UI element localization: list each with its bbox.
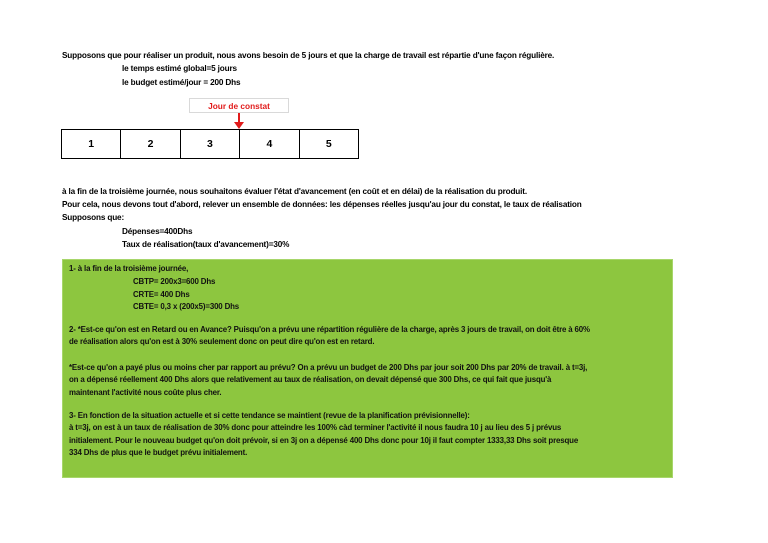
middle-line-5: Taux de réalisation(taux d'avancement)=30% [122,240,290,249]
middle-line-4: Dépenses=400Dhs [122,227,193,236]
answer-q3-line-1: *Est-ce qu'on a payé plus ou moins cher par rapport au prévu? On a prévu un budget de 200 Dhs par jour soit 200 Dhs par 20% de travail. à t=3j, [69,363,588,372]
day-cell: 5 [299,130,358,159]
middle-line-3: Supposons que: [62,213,125,222]
constat-label: Jour de constat [189,98,289,113]
days-timeline [61,129,359,159]
day-cell: 4 [240,130,299,159]
day-cell: 2 [121,130,180,159]
answer-q1-title: 1- à la fin de la troisième journée, [69,264,189,273]
answer-q3-line-2: on a dépensé réellement 400 Dhs alors que relativement au taux de réalisation, on devait dépensé que 300 Dhs, ce qui fait que jusqu'à [69,375,552,384]
intro-line-1: Supposons que pour réaliser un produit, nous avons besoin de 5 jours et que la charge de travail est répartie d'une façon régulière. [62,51,555,60]
middle-line-2: Pour cela, nous devons tout d'abord, relever un ensemble de données: les dépenses réelles jusqu'au jour du constat, le taux de réalisation [62,200,582,209]
intro-line-2: le temps estimé global=5 jours [122,64,237,73]
answer-q4-line-3: initialement. Pour le nouveau budget qu'on doit prévoir, si en 3j on a dépensé 400 Dhs donc pour 10j il faut compter 1333,33 Dhs soit presque [69,436,579,445]
answer-q2-line-1: 2- *Est-ce qu'on est en Retard ou en Avance? Puisqu'on a prévu une répartition régulière de la charge, après 3 jours de travail, on doit être à 60% [69,325,590,334]
answer-q3-line-3: maintenant l'activité nous coûte plus cher. [69,388,222,397]
answer-q4-line-4: 334 Dhs de plus que le budget prévu initialement. [69,448,248,457]
answer-cbte: CBTE= 0,3 x (200x5)=300 Dhs [133,302,240,311]
answer-q4-line-1: 3- En fonction de la situation actuelle et si cette tendance se maintient (revue de la planification prévisionnelle): [69,411,470,420]
day-cell: 3 [180,130,239,159]
intro-line-3: le budget estimé/jour = 200 Dhs [122,78,241,87]
answer-crte: CRTE= 400 Dhs [133,290,190,299]
middle-line-1: à la fin de la troisième journée, nous souhaitons évaluer l'état d'avancement (en coût et en délai) de la réalisation du produit. [62,187,527,196]
answer-q4-line-2: à t=3j, on est à un taux de réalisation de 30% donc pour atteindre les 100% càd terminer l'activité il nous faudra 10 j au lieu des 5 j prévus [69,423,562,432]
arrow-down-icon [233,113,245,129]
day-cell: 1 [62,130,121,159]
answer-cbtp: CBTP= 200x3=600 Dhs [133,277,216,286]
answer-q2-line-2: de réalisation alors qu'on est à 30% seulement donc on peut dire qu'on est en retard. [69,337,375,346]
